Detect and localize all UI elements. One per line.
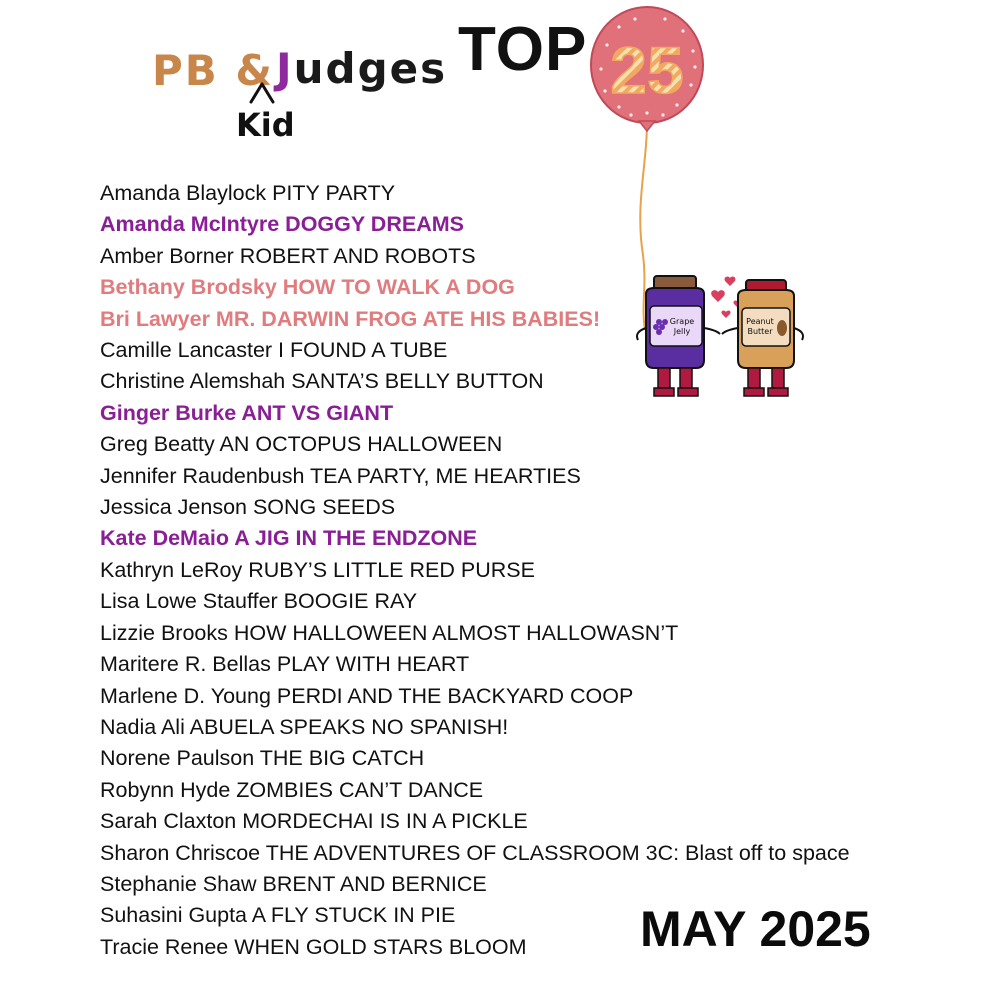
list-item: Sharon Chriscoe THE ADVENTURES OF CLASSROOM 3C: Blast off to space [100, 840, 850, 865]
list-item: Norene Paulson THE BIG CATCH [100, 746, 425, 771]
winners-list [100, 178, 960, 963]
date-label: MAY 2025 [640, 901, 871, 957]
list-item: Kate DeMaio A JIG IN THE ENDZONE [100, 526, 478, 551]
list-item: Marlene D. Young PERDI AND THE BACKYARD COOP [100, 683, 634, 708]
list-item: Amanda McIntyre DOGGY DREAMS [100, 212, 464, 237]
svg-text:Butter: Butter [747, 327, 773, 336]
list-item: Suhasini Gupta A FLY STUCK IN PIE [100, 903, 456, 928]
list-item: Amber Borner ROBERT AND ROBOTS [100, 243, 476, 268]
list-item: Jennifer Raudenbush TEA PARTY, ME HEARTIES [100, 463, 581, 488]
judges-text [276, 44, 447, 93]
list-item: Christine Alemshah SANTA’S BELLY BUTTON [100, 369, 544, 394]
list-item: Maritere R. Bellas PLAY WITH HEART [100, 652, 470, 677]
caret-icon [247, 80, 277, 104]
svg-text:Peanut: Peanut [746, 317, 774, 326]
list-item: Camille Lancaster I FOUND A TUBE [100, 338, 448, 363]
judges-rest: udges [293, 44, 448, 93]
list-item: Tracie Renee WHEN GOLD STARS BLOOM [100, 934, 527, 959]
list-item: Bri Lawyer MR. DARWIN FROG ATE HIS BABIES! [100, 306, 601, 331]
list-item: Robynn Hyde ZOMBIES CAN’T DANCE [100, 777, 484, 802]
list-item: Sarah Claxton MORDECHAI IS IN A PICKLE [100, 809, 528, 834]
list-item: Greg Beatty AN OCTOPUS HALLOWEEN [100, 432, 503, 457]
header [0, 0, 1000, 170]
balloon-number: 25 [610, 33, 684, 107]
list-item: Lizzie Brooks HOW HALLOWEEN ALMOST HALLOWASN’T [100, 620, 679, 645]
top-text: TOP [458, 15, 588, 84]
list-item: Ginger Burke ANT VS GIANT [100, 400, 394, 425]
list-item: Kathryn LeRoy RUBY’S LITTLE RED PURSE [100, 557, 535, 582]
kid-text: Kid [236, 106, 295, 144]
list-item: Stephanie Shaw BRENT AND BERNICE [100, 871, 487, 896]
list-item: Amanda Blaylock PITY PARTY [100, 181, 396, 205]
list-item: Lisa Lowe Stauffer BOOGIE RAY [100, 589, 418, 614]
svg-text:Jelly: Jelly [673, 327, 691, 336]
list-item: Bethany Brodsky HOW TO WALK A DOG [100, 275, 515, 300]
list-item: Nadia Ali ABUELA SPEAKS NO SPANISH! [100, 714, 509, 739]
judges-j-letter: J [276, 44, 294, 93]
list-item: Jessica Jenson SONG SEEDS [100, 495, 396, 520]
pb-text: PB & [152, 46, 275, 95]
svg-text:Grape: Grape [669, 317, 695, 326]
